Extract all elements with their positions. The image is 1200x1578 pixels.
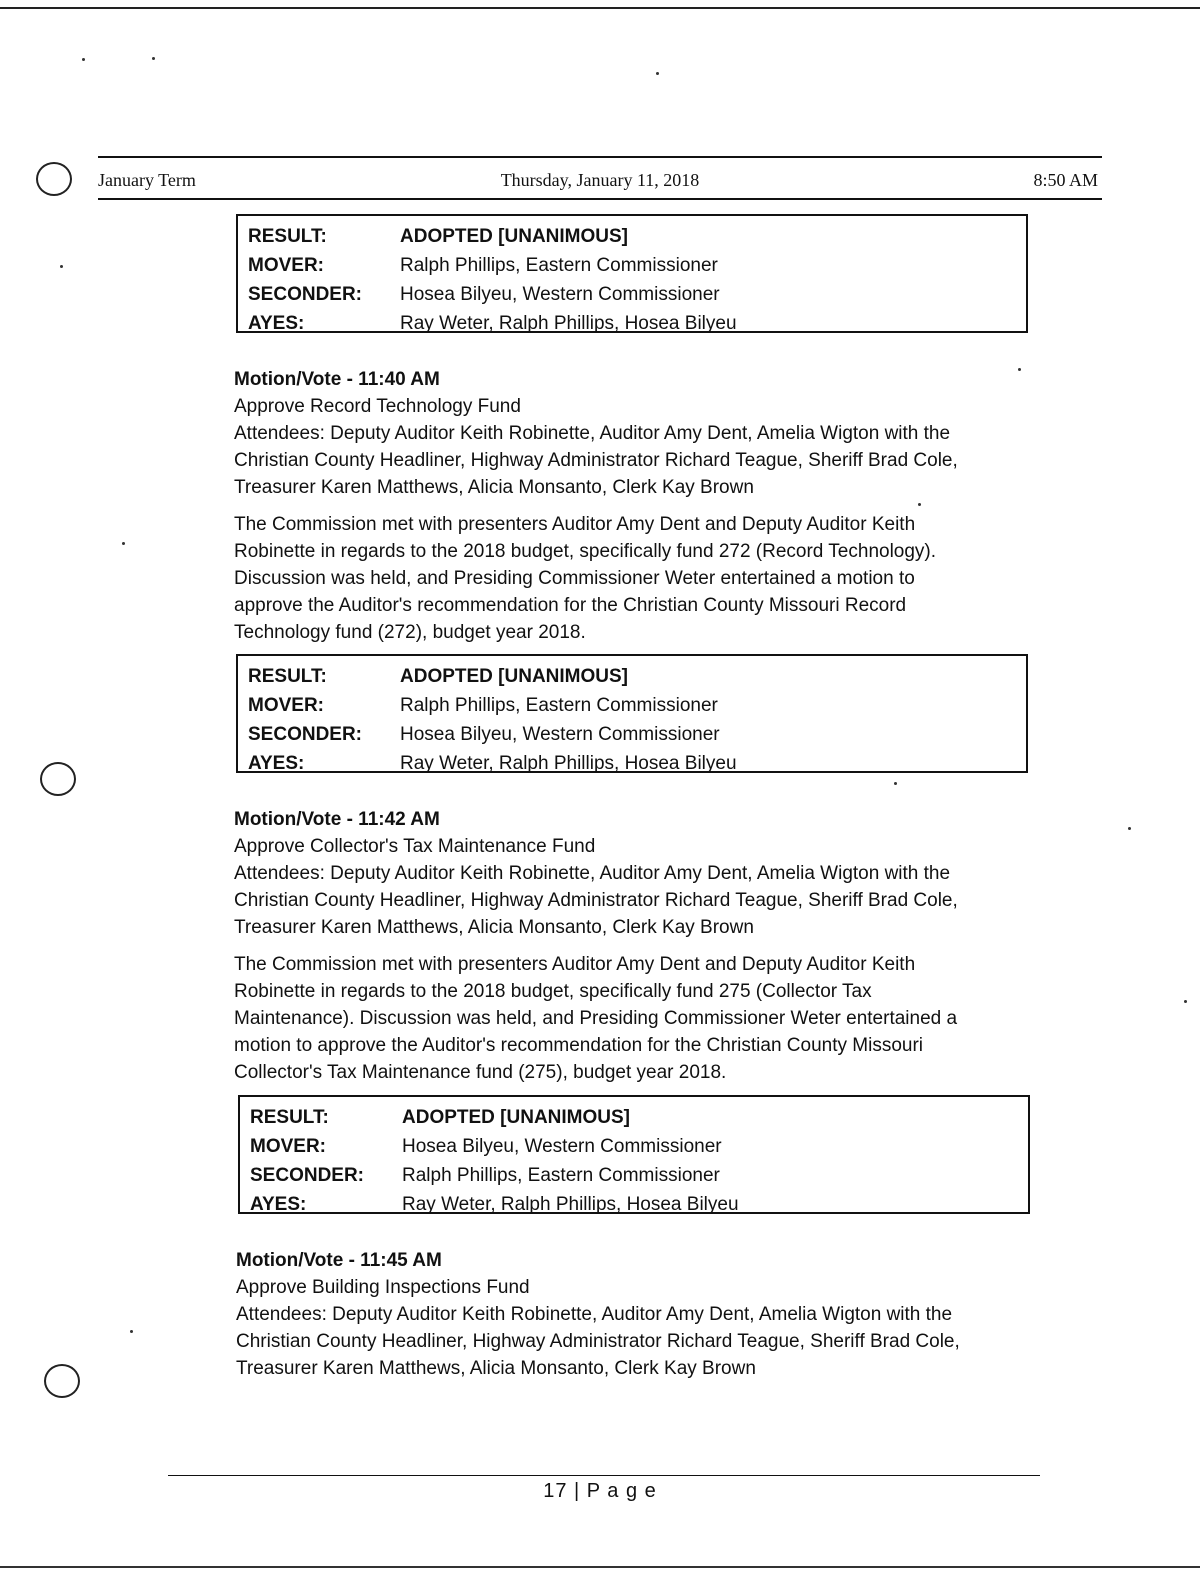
motion-section <box>234 366 1034 646</box>
seconder-value: Hosea Bilyeu, Western Commissioner <box>400 284 720 305</box>
header-term: January Term <box>98 170 196 190</box>
attendees-line: Treasurer Karen Matthews, Alicia Monsanto, Clerk Kay Brown <box>236 1358 756 1379</box>
paragraph-line: approve the Auditor's recommendation for the Christian County Missouri Record <box>234 595 907 616</box>
scan-speck <box>82 58 85 61</box>
scan-speck <box>1018 368 1021 371</box>
paragraph-line: The Commission met with presenters Auditor Amy Dent and Deputy Auditor Keith <box>234 954 916 975</box>
punch-hole-bottom <box>44 1364 80 1398</box>
scan-edge-bottom <box>0 1566 1200 1568</box>
result-label: RESULT: <box>248 666 327 687</box>
attendees-line: Christian County Headliner, Highway Administrator Richard Teague, Sheriff Brad Cole, <box>236 1331 960 1352</box>
vote-row-result <box>248 662 1026 691</box>
vote-block <box>236 214 1028 333</box>
header-rule-bottom <box>98 198 1102 200</box>
ayes-label: AYES: <box>248 753 305 774</box>
seconder-value: Hosea Bilyeu, Western Commissioner <box>400 724 720 745</box>
motion-title: Motion/Vote - 11:40 AM <box>234 369 440 390</box>
vote-row-seconder <box>248 280 1026 309</box>
attendees-line: Attendees: Deputy Auditor Keith Robinette, Auditor Amy Dent, Amelia Wigton with the <box>236 1304 953 1325</box>
seconder-label: SECONDER: <box>248 724 363 745</box>
header-date: Thursday, January 11, 2018 <box>500 170 700 190</box>
header-time: 8:50 AM <box>1033 170 1098 190</box>
result-label: RESULT: <box>250 1107 329 1128</box>
vote-row-seconder <box>250 1161 1028 1190</box>
paragraph-line: motion to approve the Auditor's recommendation for the Christian County Missouri <box>234 1035 924 1056</box>
scan-speck <box>60 265 63 268</box>
vote-row-result <box>248 222 1026 251</box>
vote-row-ayes <box>248 309 1026 338</box>
vote-row-ayes <box>250 1190 1028 1219</box>
scan-speck <box>918 503 921 506</box>
vote-block <box>238 1095 1030 1214</box>
vote-row-result <box>250 1103 1028 1132</box>
ayes-value: Ray Weter, Ralph Phillips, Hosea Bilyeu <box>400 753 737 774</box>
paragraph-line: Maintenance). Discussion was held, and Presiding Commissioner Weter entertained a <box>234 1008 958 1029</box>
paragraph-line: Collector's Tax Maintenance fund (275), budget year 2018. <box>234 1062 727 1083</box>
motion-attendees <box>234 860 1034 941</box>
result-value: ADOPTED [UNANIMOUS] <box>402 1107 630 1128</box>
vote-row-seconder <box>248 720 1026 749</box>
scan-speck <box>1184 1000 1187 1003</box>
attendees-line: Treasurer Karen Matthews, Alicia Monsanto, Clerk Kay Brown <box>234 917 754 938</box>
scan-speck <box>122 542 125 545</box>
header-rule-top <box>98 156 1102 158</box>
seconder-label: SECONDER: <box>250 1165 365 1186</box>
page-number: 17 | P a g e <box>543 1480 657 1502</box>
paragraph-line: Robinette in regards to the 2018 budget, specifically fund 272 (Record Technology). <box>234 541 937 562</box>
result-value: ADOPTED [UNANIMOUS] <box>400 226 628 247</box>
motion-attendees <box>234 420 1034 501</box>
attendees-line: Attendees: Deputy Auditor Keith Robinette, Auditor Amy Dent, Amelia Wigton with the <box>234 423 951 444</box>
attendees-line: Christian County Headliner, Highway Administrator Richard Teague, Sheriff Brad Cole, <box>234 890 958 911</box>
vote-row-ayes <box>248 749 1026 778</box>
scan-speck <box>894 782 897 785</box>
mover-label: MOVER: <box>248 695 324 716</box>
seconder-label: SECONDER: <box>248 284 363 305</box>
mover-label: MOVER: <box>248 255 324 276</box>
mover-value: Ralph Phillips, Eastern Commissioner <box>400 695 718 716</box>
motion-title: Motion/Vote - 11:45 AM <box>236 1250 442 1271</box>
paragraph-line: Technology fund (272), budget year 2018. <box>234 622 586 643</box>
motion-subject: Approve Collector's Tax Maintenance Fund <box>234 836 596 857</box>
attendees-line: Christian County Headliner, Highway Administrator Richard Teague, Sheriff Brad Cole, <box>234 450 958 471</box>
attendees-line: Attendees: Deputy Auditor Keith Robinette, Auditor Amy Dent, Amelia Wigton with the <box>234 863 951 884</box>
scan-speck <box>130 1330 133 1333</box>
result-label: RESULT: <box>248 226 327 247</box>
mover-value: Hosea Bilyeu, Western Commissioner <box>402 1136 722 1157</box>
vote-row-mover <box>248 691 1026 720</box>
ayes-label: AYES: <box>248 313 305 334</box>
motion-subject: Approve Building Inspections Fund <box>236 1277 530 1298</box>
ayes-label: AYES: <box>250 1194 307 1215</box>
motion-paragraph <box>234 511 1034 646</box>
scan-speck <box>1128 827 1131 830</box>
mover-value: Ralph Phillips, Eastern Commissioner <box>400 255 718 276</box>
vote-block <box>236 654 1028 773</box>
motion-subject: Approve Record Technology Fund <box>234 396 521 417</box>
vote-row-mover <box>248 251 1026 280</box>
ayes-value: Ray Weter, Ralph Phillips, Hosea Bilyeu <box>400 313 737 334</box>
motion-title: Motion/Vote - 11:42 AM <box>234 809 440 830</box>
mover-label: MOVER: <box>250 1136 326 1157</box>
ayes-value: Ray Weter, Ralph Phillips, Hosea Bilyeu <box>402 1194 739 1215</box>
motion-attendees <box>236 1301 1036 1382</box>
attendees-line: Treasurer Karen Matthews, Alicia Monsanto, Clerk Kay Brown <box>234 477 754 498</box>
vote-row-mover <box>250 1132 1028 1161</box>
scan-speck <box>656 72 659 75</box>
paragraph-line: Robinette in regards to the 2018 budget, specifically fund 275 (Collector Tax <box>234 981 872 1002</box>
motion-section <box>234 806 1034 1086</box>
seconder-value: Ralph Phillips, Eastern Commissioner <box>402 1165 720 1186</box>
punch-hole-middle <box>40 762 76 796</box>
motion-paragraph <box>234 951 1034 1086</box>
scan-edge-top <box>0 7 1200 9</box>
result-value: ADOPTED [UNANIMOUS] <box>400 666 628 687</box>
paragraph-line: The Commission met with presenters Auditor Amy Dent and Deputy Auditor Keith <box>234 514 916 535</box>
paragraph-line: Discussion was held, and Presiding Commissioner Weter entertained a motion to <box>234 568 915 589</box>
footer-rule <box>168 1475 1040 1476</box>
motion-section <box>236 1247 1036 1382</box>
scan-speck <box>152 57 155 60</box>
